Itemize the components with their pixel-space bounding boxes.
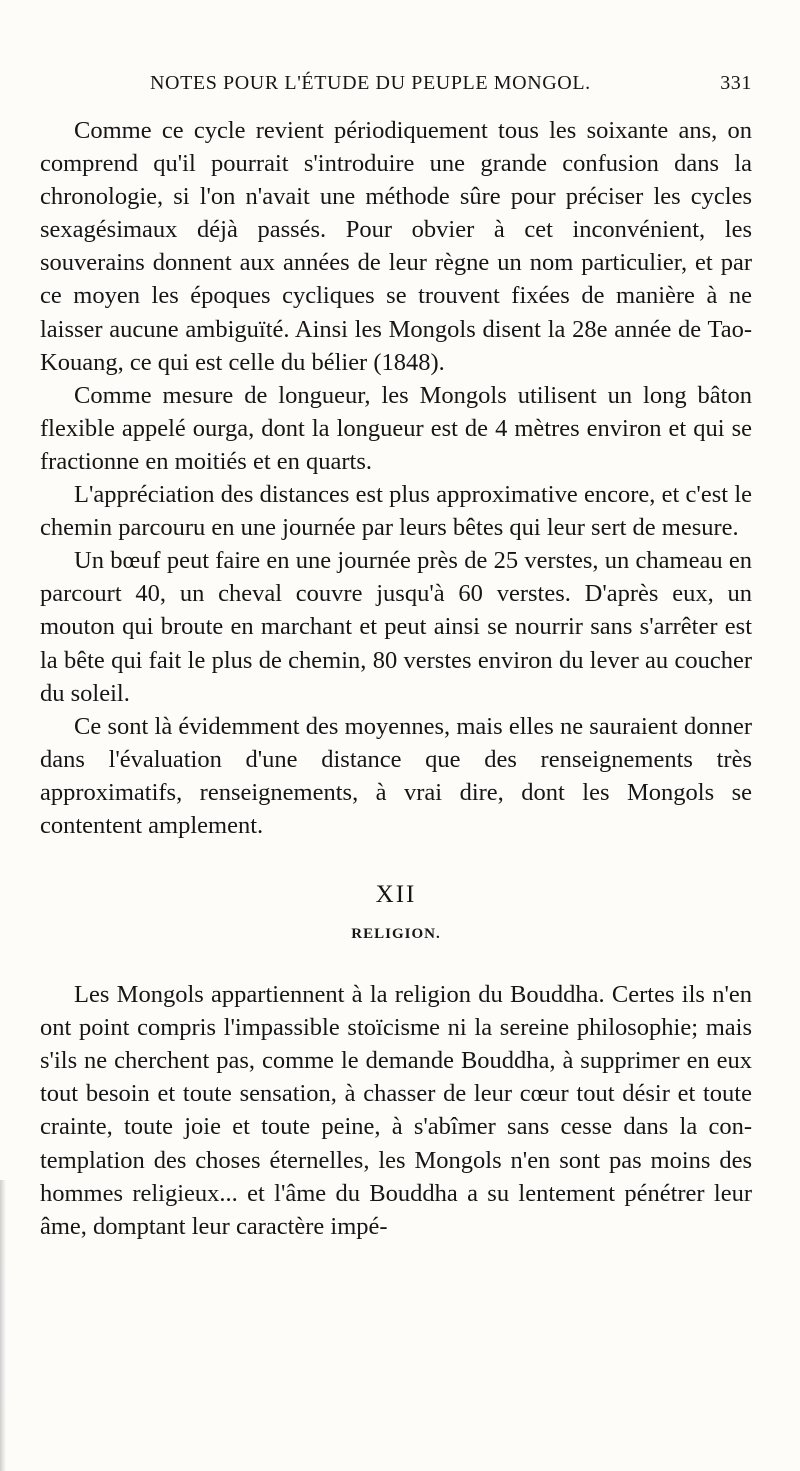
body-text xyxy=(40,114,752,1243)
page-edge-shadow xyxy=(0,1180,6,1471)
running-title: NOTES POUR L'ÉTUDE DU PEUPLE MONGOL. xyxy=(150,72,591,94)
page-header xyxy=(40,72,752,102)
paragraph-length-measure: Comme mesure de longueur, les Mongols utilisent un long bâton flexible appelé ourga, dont la longueur est de 4 mètres environ et qui se fractionne en moitiés et en quarts. xyxy=(40,381,752,475)
section-title: RELIGION. xyxy=(351,926,441,943)
paragraph-averages: Ce sont là évidemment des moyennes, mais elles ne sauraient donner dans l'évaluation d'une distance que des renseignements très approximatifs, renseignements, à vrai dire, dont les Mongols se contentent amplement. xyxy=(40,712,752,839)
paragraph-animal-distances: Un bœuf peut faire en une journée près de 25 verstes, un chameau en parcourt 40, un cheval couvre jusqu'à 60 verstes. D'après eux, un mouton qui broute en marchant et peut ainsi se nourrir sans s'arrêter est la bête qui fait le plus de chemin, 80 verstes environ du lever au coucher du soleil. xyxy=(40,547,752,707)
paragraph-chronology: Comme ce cycle revient périodiquement tous les soixante ans, on comprend qu'il pourrait s'introduire une grande confusion dans la chronologie, si l'on n'avait une méthode sûre pour préciser les cycles sexagésimaux déjà passés. Pour obvier à cet inconvénient, les souverains donnent aux années de leur règne un nom particulier, et par ce moyen les époques cycliques se trouvent fixées de manière à ne laisser aucune ambiguïté. Ainsi les Mongols disent la 28e année de Tao-Kouang, ce qui est celle du bélier (1848). xyxy=(40,117,752,376)
section-number: XII xyxy=(375,881,417,909)
page-number: 331 xyxy=(720,72,752,94)
paragraph-distances: L'appréciation des distances est plus approximative encore, et c'est le chemin parcouru en une journée par leurs bêtes qui leur sert de mesure. xyxy=(40,481,752,542)
paragraph-religion: Les Mongols appartiennent à la religion du Bouddha. Certes ils n'en ont point compris l'impassible stoïcisme ni la sereine philosophie; mais s'ils ne cherchent pas, comme le demande Bouddha, à supprimer en eux tout besoin et toute sensation, à chasser de leur cœur tout désir et toute crainte, toute joie et toute peine, à s'abîmer sans cesse dans la contemplation des choses éternelles, les Mongols n'en sont pas moins des hommes religieux... et l'âme du Bouddha a su lentement pénétrer leur âme, domptant leur caractère impé- xyxy=(40,981,752,1240)
